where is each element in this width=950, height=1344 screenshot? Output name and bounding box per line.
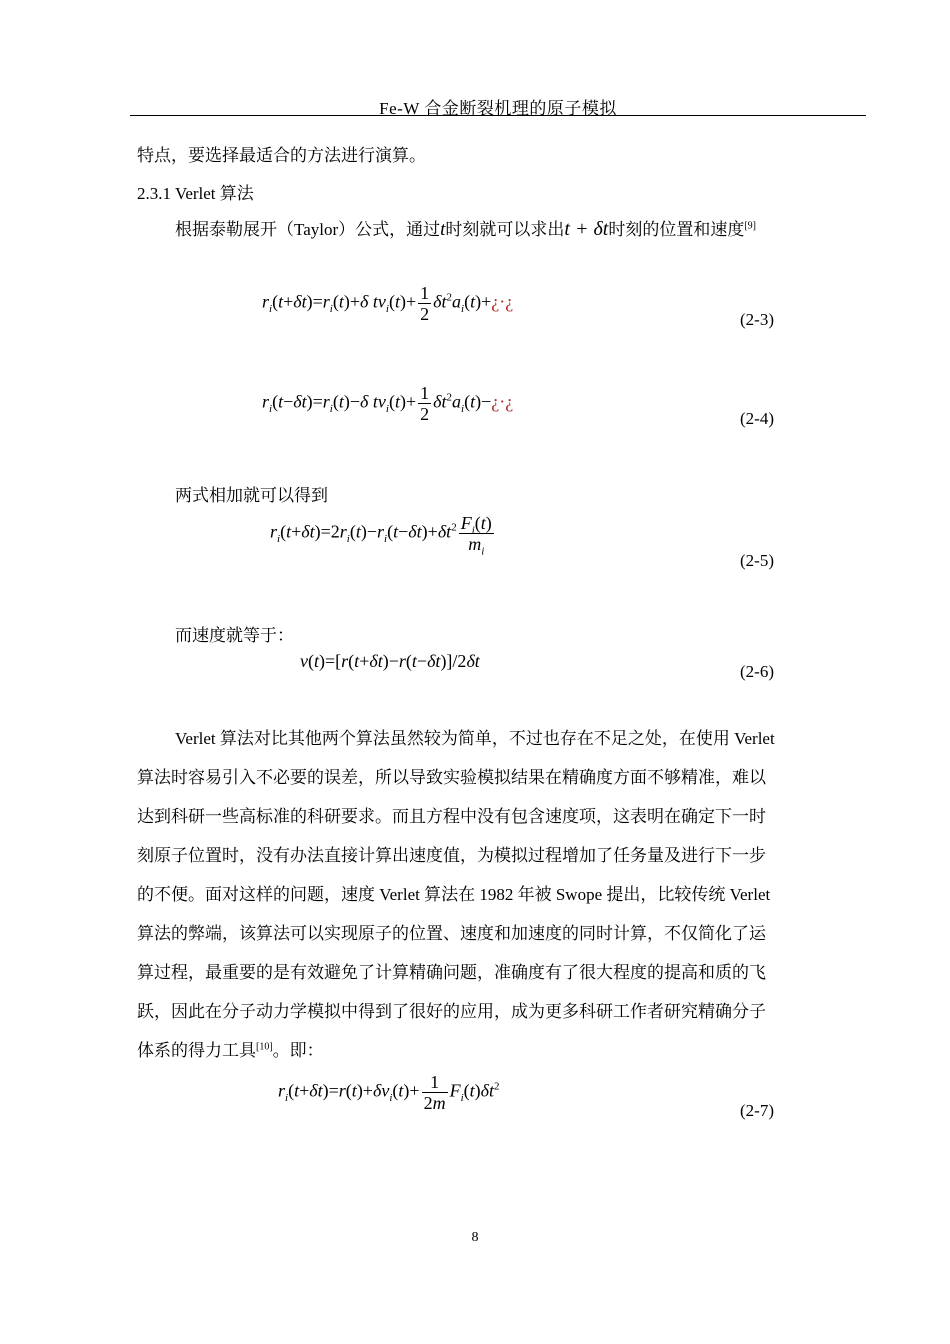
taylor-part2: 时刻就可以求出 <box>445 220 565 239</box>
taylor-part1: 根据泰勒展开（Taylor）公式，通过 <box>175 220 441 239</box>
equation-2-4: $r_i(t-\delta t)=r_i(t)-\delta$ $tv_i(t)+$ $\frac{1}{2}$ $\delta t^2a_i(t)-¿\cdot¿$ <box>262 383 514 424</box>
paragraph-line: 算法时容易引入不必要的误差，所以导致实验模拟结果在精确度方面不够精准，难以 <box>137 768 766 787</box>
expr-t-plus-dt: t + δt <box>564 218 609 240</box>
paragraph-line: 跃，因此在分子动力学模拟中得到了很好的应用，成为更多科研工作者研究精确分子 <box>137 1002 766 1021</box>
broken-glyph: ¿·¿ <box>491 391 514 412</box>
equation-2-3: $r_i(t+\delta t)=r_i(t)+\delta$ $tv_i(t)+$ $\frac{1}{2}$ $\delta t^2a_i(t)+¿\cdot¿$ <box>262 283 514 324</box>
citation-10: [10] <box>256 1041 273 1053</box>
taylor-sentence <box>175 215 756 241</box>
equation-number-2-4: (2-4) <box>740 409 774 428</box>
page-number: 8 <box>471 1230 479 1245</box>
equation-number-2-6: (2-6) <box>740 662 774 681</box>
running-header: Fe-W 合金断裂机理的原子模拟 <box>379 99 617 118</box>
paragraph-last-line <box>137 1036 324 1061</box>
paragraph-line: 达到科研一些高标准的科研要求。而且方程中没有包含速度项，这表明在确定下一时 <box>137 807 766 826</box>
equation-number-2-7: (2-7) <box>740 1101 774 1120</box>
equation-number-2-5: (2-5) <box>740 551 774 570</box>
equation-2-5: $r_i(t+\delta t)=2r_i(t)-r_i(t-\delta t)+\delta t^2$ $\frac{F_i(t)}{m_i}$ <box>270 513 492 558</box>
paragraph-line: 的不便。面对这样的问题，速度 Verlet 算法在 1982 年被 Swope 提出，比较传统 Verlet <box>137 885 771 904</box>
equation-2-7: $r_i(t+\delta t)=r(t)+\delta v_i(t)+$ $\frac{1}{2m}$ $F_i(t)\delta t^2$ <box>278 1072 500 1113</box>
section-heading: 2.3.1 Verlet 算法 <box>137 184 254 203</box>
citation-9: [9] <box>744 220 756 232</box>
last-line-tail: 。即： <box>272 1041 324 1060</box>
paragraph-line: 算法的弊端，该算法可以实现原子的位置、速度和加速度的同时计算，不仅简化了运 <box>137 924 766 943</box>
last-line-text: 体系的得力工具 <box>137 1041 256 1060</box>
velocity-text: 而速度就等于： <box>175 626 294 645</box>
var-t: t <box>440 219 446 240</box>
header-rule <box>130 115 866 116</box>
equation-2-6: v(t)=[r(t+δt)−r(t−δt)]/2δt <box>300 651 480 671</box>
sum-text: 两式相加就可以得到 <box>175 486 328 505</box>
equation-number-2-3: (2-3) <box>740 310 774 329</box>
paragraph-line: Verlet 算法对比其他两个算法虽然较为简单，不过也存在不足之处，在使用 Verlet <box>175 729 775 748</box>
broken-glyph: ¿·¿ <box>491 291 514 312</box>
taylor-part3: 时刻的位置和速度 <box>608 220 745 239</box>
paragraph-line: 算过程，最重要的是有效避免了计算精确问题，准确度有了很大程度的提高和质的飞 <box>137 963 766 982</box>
paragraph-line: 刻原子位置时，没有办法直接计算出速度值，为模拟过程增加了任务量及进行下一步 <box>137 846 766 865</box>
intro-line: 特点，要选择最适合的方法进行演算。 <box>137 146 426 165</box>
